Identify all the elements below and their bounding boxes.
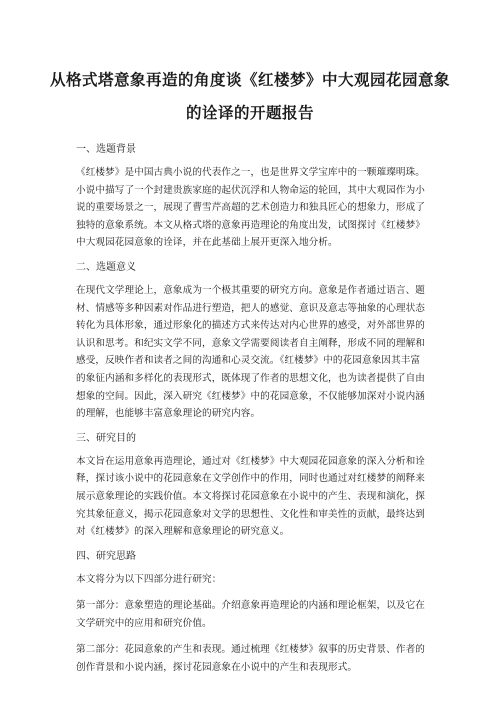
section-background bbox=[76, 143, 428, 252]
paragraph: 本文旨在运用意象再造理论，通过对《红楼梦》中大观园花园意象的深入分析和诠释，探讨该小说中的花园意象在文学创作中的作用，同时也通过对红楼梦的阐释来展示意象理论的实践价值。本文将探讨花园意象在小说中的产生、表现和演化，探究其象征意义，揭示花园意象对文学的思想性、文化性和审美性的贡献，最终达到对《红楼梦》的深入理解和意象理论的研究意义。 bbox=[76, 455, 425, 538]
paragraph: 第一部分：意象塑造的理论基础。介绍意象再造理论的内涵和理论框架，以及它在文学研究中的应用和研究价值。 bbox=[76, 600, 425, 629]
document-body bbox=[76, 143, 428, 686]
section-heading: 一、选题背景 bbox=[76, 144, 136, 155]
paragraph: 第二部分：花园意象的产生和表现。通过梳理《红楼梦》叙事的历史背景、作者的创作背景和小说内涵，探讨花园意象在小说中的产生和表现形式。 bbox=[76, 644, 425, 674]
paragraph: 《红楼梦》是中国古典小说的代表作之一，也是世界文学宝库中的一颗璀璨明珠。小说中描写了一个封建贵族家庭的起伏沉浮和人物命运的轮回，其中大观园作为小说的重要场景之一，展现了曹雪芹高超的艺术创造力和独具匠心的想象力，形成了独特的意象系统。本文从格式塔的意象再造理论的角度出发，试图探讨《红楼梦》中大观园花园意象的诠译，并在此基础上展开更深入地分析。 bbox=[76, 167, 425, 249]
document-title-line-2: 的诠译的开题报告 bbox=[185, 104, 314, 122]
section-heading: 四、研究思路 bbox=[76, 550, 136, 562]
paragraph: 本文将分为以下四部分进行研究： bbox=[76, 573, 222, 585]
section-approach bbox=[76, 550, 428, 677]
section-heading: 三、研究目的 bbox=[76, 432, 136, 444]
section-heading: 二、选题意义 bbox=[76, 261, 136, 273]
section-significance bbox=[76, 261, 428, 423]
section-purpose bbox=[76, 432, 428, 541]
paragraph: 在现代文学理论上，意象成为一个极其重要的研究方向。意象是作者通过语言、题材、情感等多种因素对作品进行塑造，把人的感觉、意识及意志等抽象的心理状态转化为具体形象，通过形象化的描述方式来传达对内心世界的感受，对外部世界的认识和思考。和纪实文学不同，意象文学需要阅读者自主阐释，形成不同的理解和感受，反映作者和读者之间的沟通和心灵交流。《红楼梦》中的花园意象因其丰富的象征内涵和多样化的表现形式，既体现了作者的思想文化，也为读者提供了自由想象的空间。因此，深入研究《红楼梦》中的花园意象，不仅能够加深对小说内涵的理解，也能够丰富意象理论的研究内容。 bbox=[76, 284, 425, 420]
document-title-line-1: 从格式塔意象再造的角度谈《红楼梦》中大观园花园意象 bbox=[49, 71, 450, 89]
